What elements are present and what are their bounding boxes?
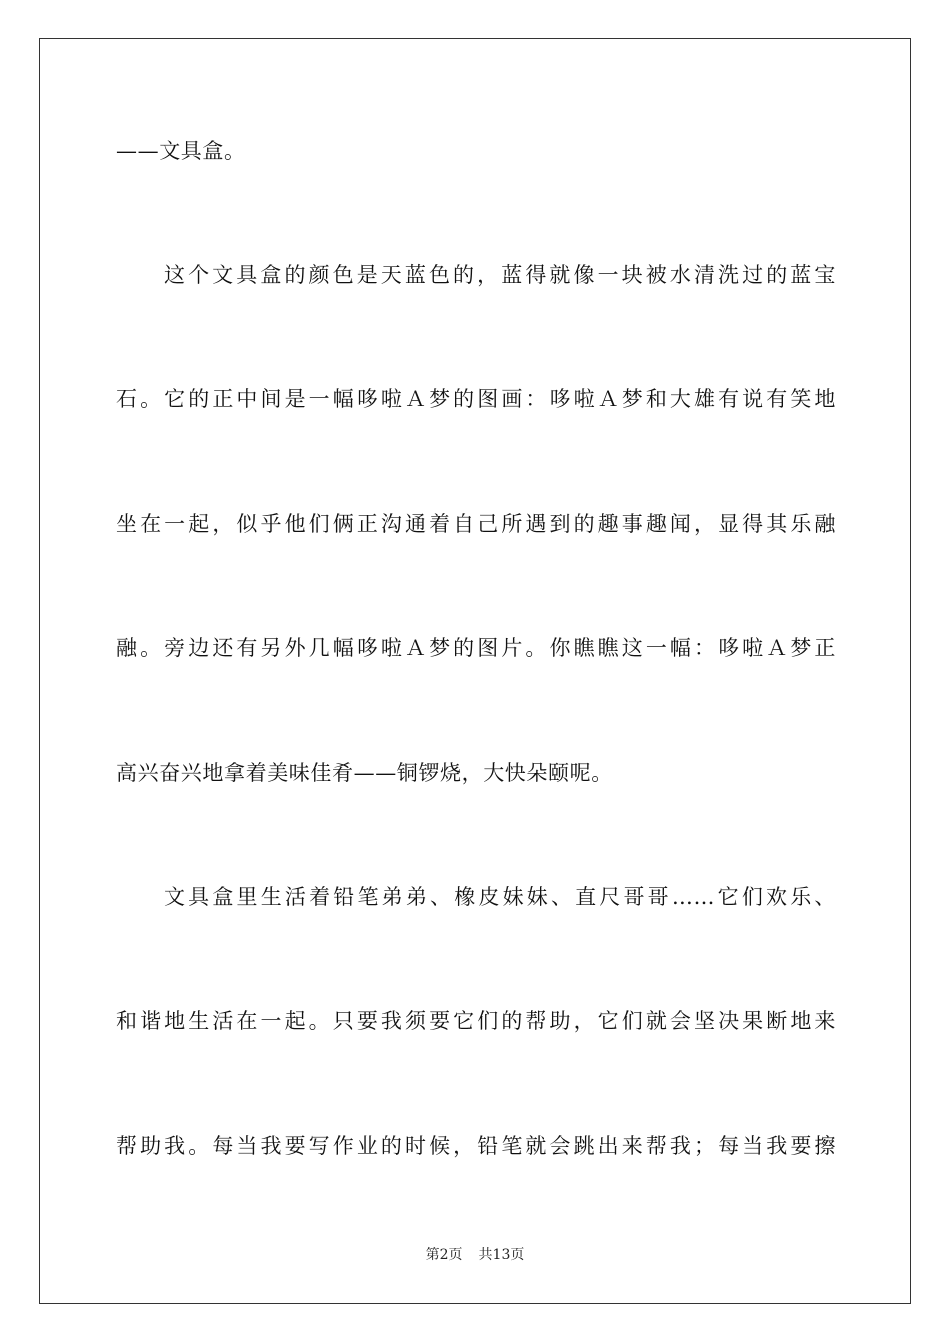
page-footer	[0, 1245, 950, 1265]
paragraph-3-line-2: 和谐地生活在一起。只要我须要它们的帮助，它们就会坚决果断地来	[116, 1009, 836, 1033]
text-line-1: ——文具盒。	[116, 139, 246, 163]
paragraph-2-line-2: 石。它的正中间是一幅哆啦Ａ梦的图画：哆啦Ａ梦和大雄有说有笑地	[116, 387, 836, 411]
page-total: 共13页	[478, 1247, 525, 1263]
paragraph-3-line-3: 帮助我。每当我要写作业的时候，铅笔就会跳出来帮我；每当我要擦	[116, 1134, 836, 1158]
paragraph-2-line-4: 融。旁边还有另外几幅哆啦Ａ梦的图片。你瞧瞧这一幅：哆啦Ａ梦正	[116, 636, 836, 660]
page-border	[39, 38, 911, 1304]
paragraph-3-line-1: 文具盒里生活着铅笔弟弟、橡皮妹妹、直尺哥哥……它们欢乐、	[164, 885, 836, 909]
paragraph-2-line-1: 这个文具盒的颜色是天蓝色的，蓝得就像一块被水清洗过的蓝宝	[164, 263, 836, 287]
paragraph-2-line-3: 坐在一起，似乎他们俩正沟通着自己所遇到的趣事趣闻，显得其乐融	[116, 512, 836, 536]
paragraph-2-line-5: 高兴奋兴地拿着美味佳肴——铜锣烧，大快朵颐呢。	[116, 761, 613, 785]
page-number: 第2页	[425, 1247, 463, 1263]
